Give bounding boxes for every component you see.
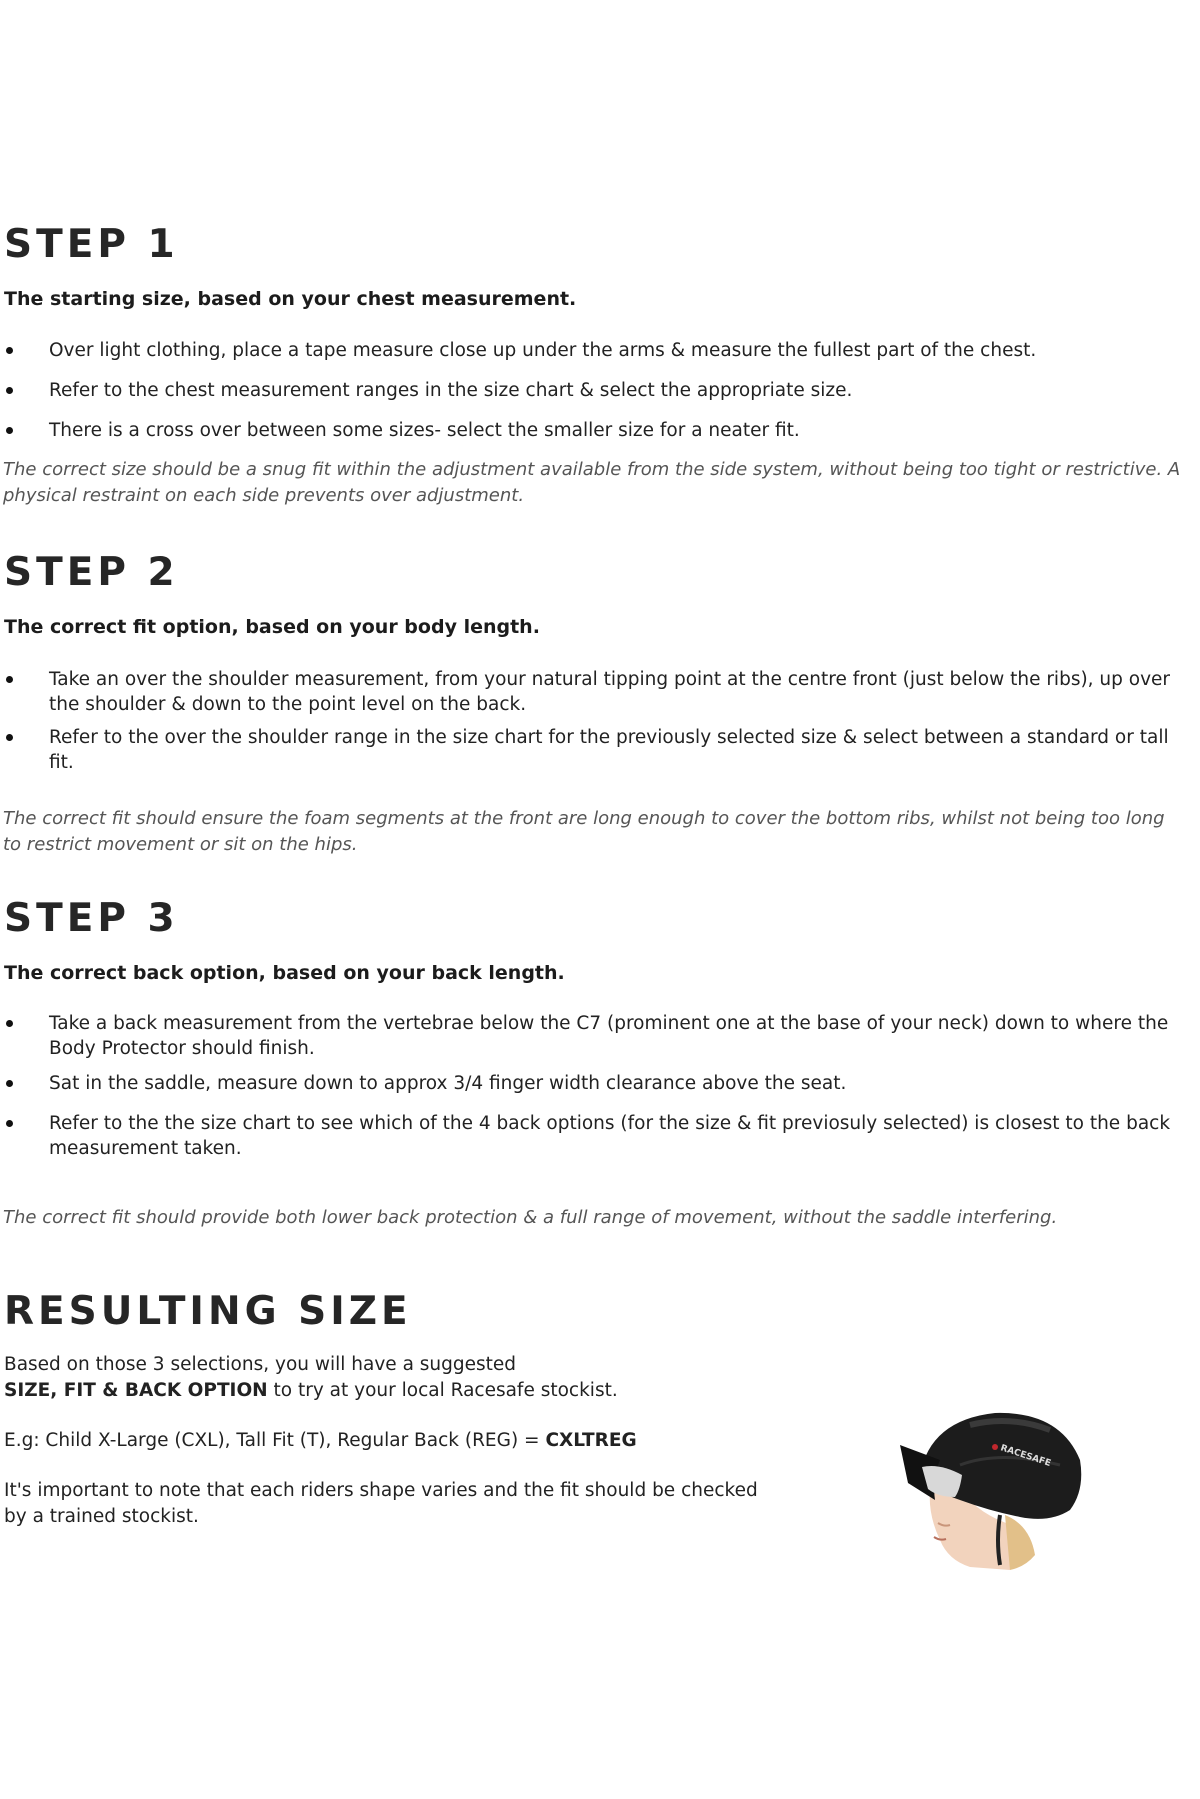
bullet-text: Refer to the the size chart to see which of the 4 back options (for the size & fit previosuly selected) is closest to the back measurement taken. — [49, 1113, 1171, 1159]
bullet-text: Take a back measurement from the vertebrae below the C7 (prominent one at the base of your neck) down to where the Body Protector should finish. — [49, 1013, 1169, 1059]
list-item — [0, 1071, 1190, 1096]
step-3-subtitle: The correct back option, based on your back length. — [4, 962, 565, 984]
step-1-bullet-list — [0, 338, 1190, 443]
example-code: CXLTREG — [545, 1430, 637, 1451]
bullet-icon — [6, 1020, 13, 1027]
bullet-text: Refer to the chest measurement ranges in the size chart & select the appropriate size. — [49, 380, 853, 401]
list-item — [0, 725, 1190, 775]
bullet-icon — [6, 734, 13, 741]
step-1-subtitle: The starting size, based on your chest measurement. — [4, 288, 577, 310]
step-3-heading: STEP 3 — [4, 896, 179, 941]
example-prefix: E.g: Child X-Large (CXL), Tall Fit (T), Regular Back (REG) = — [4, 1430, 546, 1451]
resulting-size-intro — [4, 1352, 764, 1404]
helmet-brand-logo: RACESAFE — [999, 1443, 1053, 1470]
step-2-subtitle: The correct fit option, based on your body length. — [4, 616, 540, 638]
bullet-icon — [6, 1120, 13, 1127]
resulting-size-example — [4, 1428, 764, 1454]
bullet-text: Over light clothing, place a tape measure close up under the arms & measure the fullest part of the chest. — [49, 340, 1037, 361]
list-item — [0, 378, 1190, 403]
step-1-heading: STEP 1 — [4, 222, 179, 267]
bullet-icon — [6, 347, 13, 354]
resulting-size-heading: RESULTING SIZE — [4, 1289, 412, 1334]
list-item — [0, 418, 1190, 443]
step-2-note: The correct fit should ensure the foam segments at the front are long enough to cover the bottom ribs, whilst not being too long to restrict movement or sit on the hips. — [3, 808, 1165, 855]
important-note: It's important to note that each riders shape varies and the fit should be checked by a trained stockist. — [4, 1480, 758, 1527]
bullet-text: Sat in the saddle, measure down to approx 3/4 finger width clearance above the seat. — [49, 1073, 847, 1094]
bullet-icon — [6, 1080, 13, 1087]
intro-line-2: to try at your local Racesafe stockist. — [267, 1380, 618, 1401]
rider-helmet-image — [900, 1405, 1090, 1570]
list-item — [0, 1011, 1190, 1061]
list-item — [0, 338, 1190, 363]
step-2-bullet-list — [0, 667, 1190, 775]
list-item — [0, 667, 1190, 717]
bullet-icon — [6, 427, 13, 434]
bullet-icon — [6, 676, 13, 683]
step-3-bullet-list — [0, 1011, 1190, 1161]
step-1-note: The correct size should be a snug fit within the adjustment available from the side system, without being too tight or restrictive. A physical restraint on each side prevents over adjustment. — [3, 459, 1181, 506]
step-2-heading: STEP 2 — [4, 550, 179, 595]
list-item — [0, 1111, 1190, 1161]
bullet-icon — [6, 387, 13, 394]
intro-bold-text: SIZE, FIT & BACK OPTION — [4, 1380, 268, 1401]
bullet-text: Refer to the over the shoulder range in the size chart for the previously selected size & select between a standard or tall fit. — [49, 727, 1169, 773]
intro-line-1: Based on those 3 selections, you will have a suggested — [4, 1354, 517, 1375]
step-3-note: The correct fit should provide both lower back protection & a full range of movement, without the saddle interfering. — [3, 1207, 1058, 1228]
bullet-text: Take an over the shoulder measurement, from your natural tipping point at the centre front (just below the ribs), up over the shoulder & down to the point level on the back. — [49, 669, 1171, 715]
bullet-text: There is a cross over between some sizes- select the smaller size for a neater fit. — [49, 420, 800, 441]
